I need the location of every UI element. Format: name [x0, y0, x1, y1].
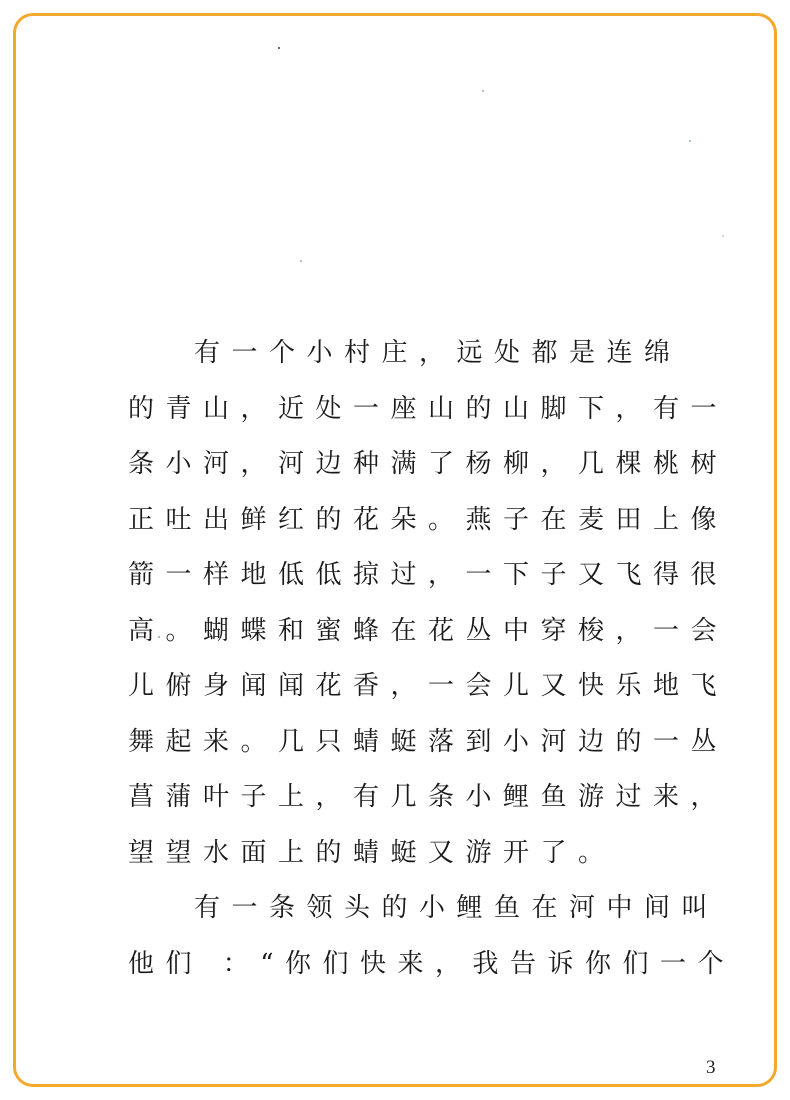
paragraph-1-line-4: 正吐出鲜红的花朵。燕子在麦田上像 — [128, 504, 729, 535]
scan-speck — [482, 90, 484, 92]
paragraph-1-line-5: 箭一样地低低掠过，一下子又飞得很 — [128, 560, 729, 590]
scan-speck — [722, 235, 724, 237]
paragraph-2-line-1: 有一条领头的小鲤鱼在河中间叫 — [194, 893, 720, 923]
paragraph-1-line-9: 菖蒲叶子上，有几条小鲤鱼游过来， — [128, 782, 729, 812]
story-text — [128, 326, 736, 992]
paragraph-1-line-8: 舞起来。几只蜻蜓落到小河边的一丛 — [128, 726, 729, 757]
scan-speck — [300, 260, 302, 262]
scan-speck — [278, 47, 280, 49]
paragraph-1-line-7: 儿俯身闻闻花香，一会儿又快乐地飞 — [128, 671, 729, 701]
page-number: 3 — [706, 1057, 716, 1078]
paragraph-1-line-10: 望望水面上的蜻蜓又游开了。 — [128, 837, 616, 868]
paragraph-1-line-6: 高。蝴蝶和蜜蜂在花丛中穿梭，一会 — [128, 615, 729, 646]
paragraph-2-line-2: 他们 ：“你们快来，我告诉你们一个 — [128, 948, 736, 979]
paragraph-1-line-2: 的青山，近处一座山的山脚下，有一 — [128, 393, 729, 424]
scan-speck — [689, 140, 691, 142]
paragraph-1-line-3: 条小河，河边种满了杨柳，几棵桃树 — [128, 449, 729, 479]
paragraph-1-line-1: 有一个小村庄，远处都是连绵 — [194, 338, 682, 368]
